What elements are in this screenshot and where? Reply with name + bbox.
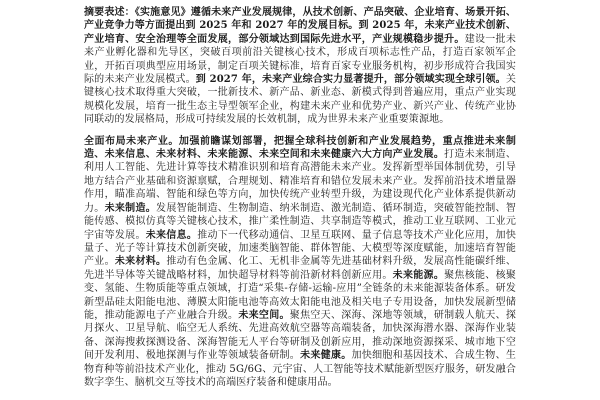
future-manufacturing-text: 发展智能制造、生物制造、纳米制造、激光制造、循环制造，突破智能控制、智能传感、模拟仿真等关键核心技术，推广柔性制造、共享制造等模式，推动工业互联网、工业元宇宙等发展。 bbox=[84, 202, 516, 241]
summary-label: 摘要表述： bbox=[84, 7, 135, 18]
summary-segment-4: 关键核心技术取得重大突破，一批新技术、新产品、新业态、新模式得到普遍应用，重点产业实现规模化发展，培育一批生态主导型领军企业，构建未来产业和优势产业、新兴产业、传统产业协同联动的发展格局，形成可持续发展的长效机制，成为世界未来产业重要策源地。 bbox=[84, 74, 516, 126]
future-materials-text: 推动有色金属、化工、无机非金属等先进基础材料升级，发展高性能碳纤维、先进半导体等关键战略材料，加快超导材料等前沿新材料创新应用。 bbox=[84, 256, 517, 281]
summary-paragraph bbox=[84, 6, 516, 127]
future-energy-label: 未来能源。 bbox=[392, 269, 445, 281]
future-information-text: 推动下一代移动通信、卫星互联网、量子信息等技术产业化应用，加快量子、光子等计算技术创新突破，加速类脑智能、群体智能、大模型等深度赋能，加速培育智能产业。 bbox=[84, 229, 516, 268]
summary-segment-1: 《实施意见》遵循未来产业发展规律，从技术创新、产品突破、企业培育、场景开拓、产业竞争力等方面提出到 2025 年和 2027 年的发展目标。到 2025 年，未来产业技术创新、产业培育、安全治理等全面发展，部分领域达到国际先进水平，产业规模稳步提升。 bbox=[84, 7, 517, 45]
future-materials-label: 未来材料。 bbox=[114, 256, 167, 268]
summary-segment-2: 建设一批未来产业孵化器和先导区，突破百项前沿关键核心技术，形成百项标志性产品，打造百家领军企业，开拓百项典型应用场景，制定百项关键标准，培育百家专业服务机构，初步形成符合我国实际的未来产业发展模式。 bbox=[84, 33, 516, 86]
future-space-label: 未来空间。 bbox=[238, 309, 290, 321]
summary-segment-3: 到 2027 年，未来产业综合实力显著提升，部分领域实现全球引领。 bbox=[195, 74, 506, 86]
future-information-label: 未来信息。 bbox=[145, 229, 198, 241]
future-health-text: 加快细胞和基因技术、合成生物、生物育种等前沿技术产业化，推动 5G/6G、元宇宙、人工智能等技术赋能新型医疗服务，研发融合数字孪生、脑机交互等技术的高端医疗装备和健康用品。 bbox=[84, 350, 517, 388]
future-health-label: 未来健康。 bbox=[300, 350, 352, 362]
directions-paragraph bbox=[84, 135, 516, 390]
directions-intro: 打造未来制造、利用人工智能、先进计算等技术精准识别和培育高潜能未来产业。发挥新型举国体制优势，引导地方结合产业基础和资源禀赋，合理规划、精准培育和错位发展未来产业。发挥前沿技术增量器作用，瞄准高端、智能和绿色等方向，加快传统产业转型升级，为建设现代化产业体系提供新动力。 bbox=[84, 149, 516, 214]
future-space-text: 聚焦空天、深海、深地等领域，研制载人航天、探月探火、卫星导航、临空无人系统、先进高效航空器等高端装备，加快深海潜水器、深海作业装备、深海搜救探测设备、深海智能无人平台等研制及创新应用，推动深地资源探采、城市地下空间开发利用、极地探测与作业等领域装备研制。 bbox=[84, 309, 517, 362]
future-energy-text: 聚焦核能、核聚变、氢能、生物质能等重点领域，打造“采集-存储-运输-应用”全链条的未来能源装备体系。研发新型晶硅太阳能电池、薄膜太阳能电池等高效太阳能电池及相关电子专用设备，加快发展新型储能，推动能源电子产业融合升级。 bbox=[84, 269, 517, 321]
paragraph-gap bbox=[84, 127, 516, 135]
directions-heading: 全面布局未来产业。加强前瞻谋划部署，把握全球科技创新和产业发展趋势，重点推进未来制造、未来信息、未来材料、未来能源、未来空间和未来健康六大方向产业发展。 bbox=[84, 135, 516, 161]
future-manufacturing-label: 未来制造。 bbox=[104, 202, 157, 214]
